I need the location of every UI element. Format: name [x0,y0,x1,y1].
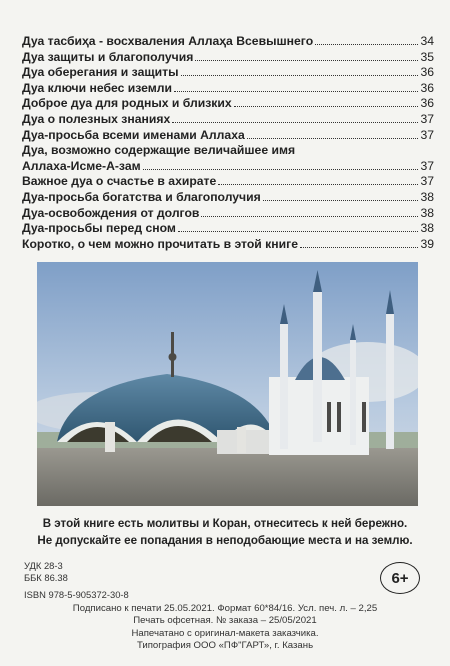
imprint-line: Печать офсетная. № заказа – 25/05/2021 [133,615,317,627]
toc-entry-page: 37 [420,111,434,126]
toc-entry-title: Доброе дуа для родных и близких [22,96,232,111]
toc-leader-dots [263,200,419,201]
imprint-info [0,603,450,653]
mosque-photo [37,262,418,506]
toc-entry [22,190,434,206]
toc-leader-dots [143,169,419,170]
toc-entry-page: 36 [420,80,434,95]
isbn: ISBN 978-5-905372-30-8 [24,589,129,600]
toc-entry-page: 37 [420,158,434,173]
toc-entry [22,174,434,190]
toc-entry-title: Дуа-просьбы перед сном [22,221,176,236]
toc-entry-title: Дуа оберегания и защиты [22,65,179,80]
toc-entry-page: 36 [420,96,434,111]
toc-leader-dots [174,91,418,92]
toc-entry [22,34,434,50]
toc-entry-title: Аллаха-Исме-А-зам [22,158,141,173]
toc-entry-page: 35 [420,49,434,64]
toc-entry [22,237,434,253]
toc-entry-page: 36 [420,65,434,80]
toc-leader-dots [247,138,419,139]
toc-entry-title: Дуа-просьба богатства и благополучия [22,189,261,204]
toc-entry-page: 37 [420,127,434,142]
care-notice [0,515,450,549]
imprint-line: Напечатано с оригинал-макета заказчика. [131,627,319,639]
bbk-code: ББК 86.38 [24,571,68,583]
toc-leader-dots [201,216,418,217]
toc-entry-title: Коротко, о чем можно прочитать в этой книге [22,236,298,251]
toc-leader-dots [300,247,418,248]
toc-entry-page: 38 [420,205,434,220]
toc-leader-dots [172,122,418,123]
toc-entry [22,112,434,128]
toc-entry-page: 38 [420,189,434,204]
udk-code: УДК 28-3 [24,560,63,571]
toc-entry-page: 37 [420,174,434,189]
imprint-line: Типография ООО «ПФ"ГАРТ», г. Казань [136,640,314,652]
imprint-line: Подписано к печати 25.05.2021. Формат 60*84/16. Усл. печ. л. – 2,25 [72,603,378,614]
toc-entry-page: 39 [420,236,434,251]
toc-entry-title: Дуа-просьба всеми именами Аллаха [22,127,245,142]
care-notice-line: В этой книге есть молитвы и Коран, отнеситесь к ней бережно. [42,517,408,530]
toc-entry-title: Дуа-освобождения от долгов [22,205,200,220]
toc-entry [22,221,434,237]
toc-entry-title: Дуа о полезных знаниях [22,111,171,126]
toc-entry-title: Важное дуа о счастье в ахирате [22,174,217,189]
toc-entry [22,96,434,112]
classification-codes [24,560,129,601]
toc-entry-title: Дуа, возможно содержащие величайшее имя [22,143,296,158]
toc-entry-page: 38 [420,221,434,236]
toc-entry-title: Дуа защиты и благополучия [22,49,194,64]
toc-entry-title: Дуа тасбиҳа - восхваления Аллаҳа Всевышнего [22,34,314,48]
toc-leader-dots [218,184,418,185]
toc-entry-title: Дуа ключи небес иземли [22,80,173,95]
toc-entry [22,159,434,175]
age-rating-badge: 6+ [380,562,420,594]
toc-entry [22,65,434,81]
toc-leader-dots [315,44,418,45]
toc-leader-dots [234,106,419,107]
toc-entry [22,50,434,66]
toc-leader-dots [181,75,419,76]
toc-entry-page: 34 [420,34,434,48]
toc-entry [22,128,434,144]
toc-entry [22,81,434,97]
toc-leader-dots [195,60,418,61]
toc-entry [22,206,434,222]
toc-leader-dots [178,231,419,232]
table-of-contents [22,34,434,252]
care-notice-line: Не допускайте ее попадания в неподобающие места и на землю. [37,534,413,547]
